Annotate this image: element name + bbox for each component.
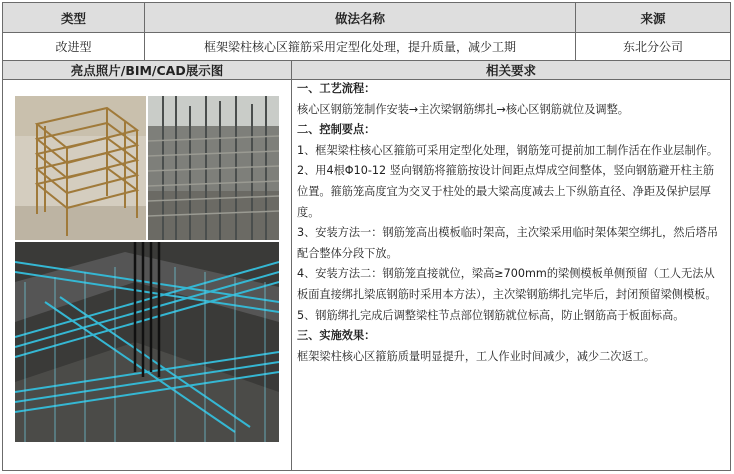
requirement-paragraph: 3、安装方法一：钢筋笼高出模板临时架高，主次梁采用临时架体架空绑扎，然后塔吊配合整体分段下放。 [297,226,719,260]
requirement-heading: 二、控制要点： [297,123,376,137]
cell-type: 改进型 [55,40,92,54]
photo-panel [15,96,279,442]
requirements-text [297,79,725,367]
col-divider [291,60,292,470]
requirement-paragraph: 核心区钢筋笼制作安装→主次梁钢筋绑扎→核心区钢筋就位及调整。 [297,102,629,116]
header-type: 类型 [3,3,144,32]
requirement-heading: 三、实施效果： [297,329,376,343]
requirement-paragraph: 5、钢筋绑扎完成后调整梁柱节点部位钢筋就位标高，防止钢筋高于板面标高。 [297,308,685,322]
cell-method: 框架梁柱核心区箍筋采用定型化处理，提升质量，减少工期 [203,40,516,54]
requirement-paragraph: 4、安装方法二：钢筋笼直接就位，梁高≥700mm的梁侧模板单侧预留（工人无法从板面直接绑扎梁底钢筋时采用本方法），主次梁钢筋绑扎完毕后，封闭预留梁侧模板。 [297,267,717,301]
requirement-paragraph: 2、用4根Φ10-12 竖向钢筋将箍筋按设计间距点焊成空间整体，竖向钢筋避开柱主筋位置。箍筋笼高度宜为交叉于柱处的最大梁高度减去上下纵筋直径、净距及保护层厚度。 [297,164,715,219]
header-source: 来源 [576,3,730,32]
rebar-cage-photo [15,96,146,240]
requirement-paragraph: 框架梁柱核心区箍筋质量明显提升，工人作业时间减少，减少二次返工。 [297,349,656,363]
subheader-requirements: 相关要求 [292,61,730,79]
site-column-photo [148,96,279,240]
subheader-showcase: 亮点照片/BIM/CAD展示图 [3,61,291,79]
cell-source: 东北分公司 [622,40,683,54]
header-method: 做法名称 [145,3,575,32]
method-table [2,2,731,471]
requirement-paragraph: 1、框架梁柱核心区箍筋可采用定型化处理，钢筋笼可提前加工制作活在作业层制作。 [297,143,719,157]
bim-model-render [15,242,279,442]
requirement-heading: 一、工艺流程： [297,82,376,95]
